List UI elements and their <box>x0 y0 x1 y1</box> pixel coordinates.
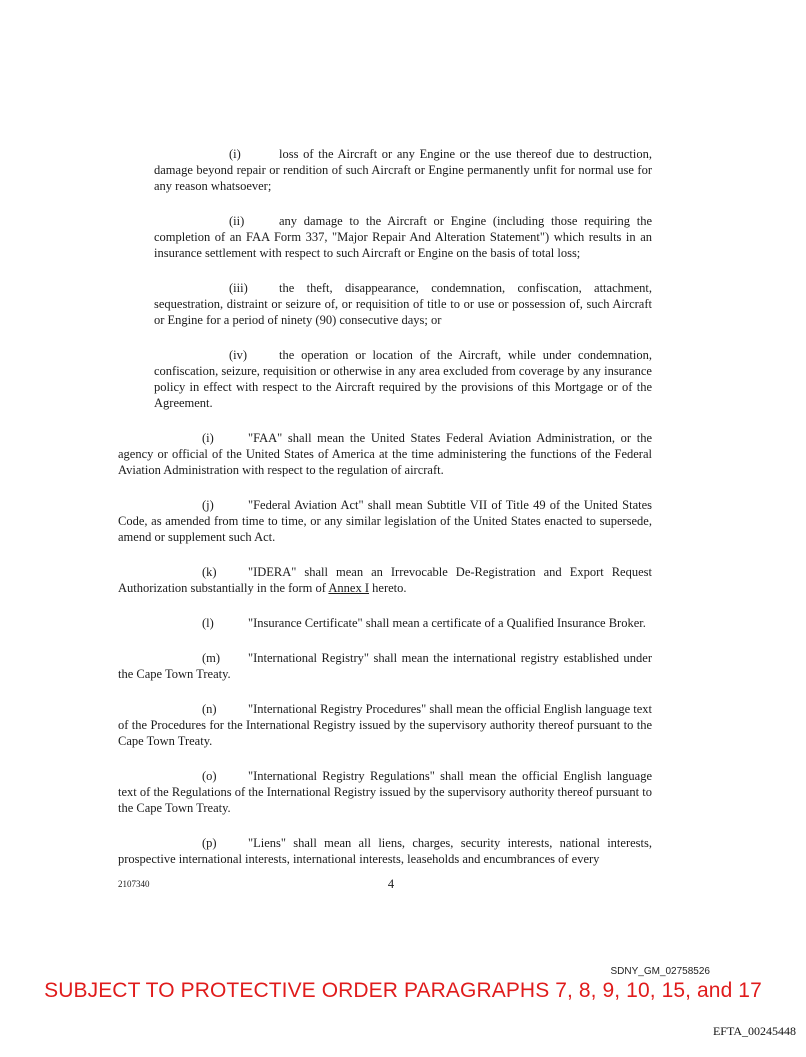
definition-international-registry-procedures <box>118 701 652 749</box>
definition-label: (i) <box>202 431 214 445</box>
definition-label: (j) <box>202 498 214 512</box>
definition-text: "IDERA" shall mean an Irrevocable De-Registration and Export Request Authorization substantially in the form of <box>118 565 652 595</box>
definition-international-registry <box>118 650 652 682</box>
protective-order-stamp: SUBJECT TO PROTECTIVE ORDER PARAGRAPHS 7, 8, 9, 10, 15, and 17 <box>44 979 762 1002</box>
clause-label: (i) <box>229 147 241 161</box>
clause-text: the theft, disappearance, condemnation, confiscation, attachment, sequestration, distraint or seizure of, or requisition of title to or use or possession of, such Aircraft or Engine for a period of ninety (90) consecutive days; or <box>154 281 652 327</box>
bates-number: SDNY_GM_02758526 <box>610 966 710 977</box>
definition-faa <box>118 430 652 478</box>
clause-label: (ii) <box>229 214 245 228</box>
definition-text: "Insurance Certificate" shall mean a certificate of a Qualified Insurance Broker. <box>248 616 646 630</box>
clause-label: (iv) <box>229 348 248 362</box>
definition-label: (p) <box>202 836 217 850</box>
clause-text: loss of the Aircraft or any Engine or the use thereof due to destruction, damage beyond repair or rendition of such Aircraft or Engine permanently unfit for normal use for any reason whatsoever; <box>154 147 652 193</box>
clause-text: the operation or location of the Aircraft, while under condemnation, confiscation, seizure, requisition or otherwise in any area excluded from coverage by any insurance policy in effect with respect to the Aircraft required by the provisions of this Mortgage or of the Agreement. <box>154 348 652 410</box>
definition-liens <box>118 835 652 867</box>
clause-ii <box>154 213 652 261</box>
definition-idera <box>118 564 652 596</box>
definition-label: (k) <box>202 565 217 579</box>
clause-iii <box>154 280 652 328</box>
definition-label: (n) <box>202 702 217 716</box>
definition-international-registry-regulations <box>118 768 652 816</box>
definition-text: "Liens" shall mean all liens, charges, security interests, national interests, prospective international interests, international interests, leaseholds and encumbrances of every <box>118 836 652 866</box>
annex-reference: Annex I <box>328 581 370 595</box>
definition-text: "FAA" shall mean the United States Federal Aviation Administration, or the agency or official of the United States of America at the time administering the functions of the Federal Aviation Administration with respect to the regulation of aircraft. <box>118 431 652 477</box>
definition-insurance-certificate <box>118 615 652 631</box>
page-number: 4 <box>387 877 395 891</box>
clause-iv <box>154 347 652 411</box>
clause-text: any damage to the Aircraft or Engine (including those requiring the completion of an FAA Form 337, "Major Repair And Alteration Statement") which results in an insurance settlement with respect to such Aircraft or Engine on the basis of total loss; <box>154 214 652 260</box>
definition-text: "International Registry" shall mean the international registry established under the Cape Town Treaty. <box>118 651 652 681</box>
definition-federal-aviation-act <box>118 497 652 545</box>
clause-label: (iii) <box>229 281 248 295</box>
definition-text: "International Registry Procedures" shall mean the official English language text of the Procedures for the International Registry issued by the supervisory authority thereof pursuant to the Cape Town Treaty. <box>118 702 652 748</box>
clause-i <box>154 146 652 194</box>
definition-label: (m) <box>202 651 221 665</box>
efta-number: EFTA_00245448 <box>712 1024 796 1038</box>
document-id: 2107340 <box>118 879 150 889</box>
definition-text: "International Registry Regulations" shall mean the official English language text of the Regulations of the International Registry issued by the supervisory authority thereof pursuant to the Cape Town Treaty. <box>118 769 652 815</box>
definition-label: (o) <box>202 769 217 783</box>
definition-label: (l) <box>202 616 214 630</box>
document-body <box>118 146 652 886</box>
definition-text: "Federal Aviation Act" shall mean Subtitle VII of Title 49 of the United States Code, as amended from time to time, or any similar legislation of the United States enacted to supersede, amend or supplement such Act. <box>118 498 652 544</box>
definition-text-tail: hereto. <box>369 581 407 595</box>
